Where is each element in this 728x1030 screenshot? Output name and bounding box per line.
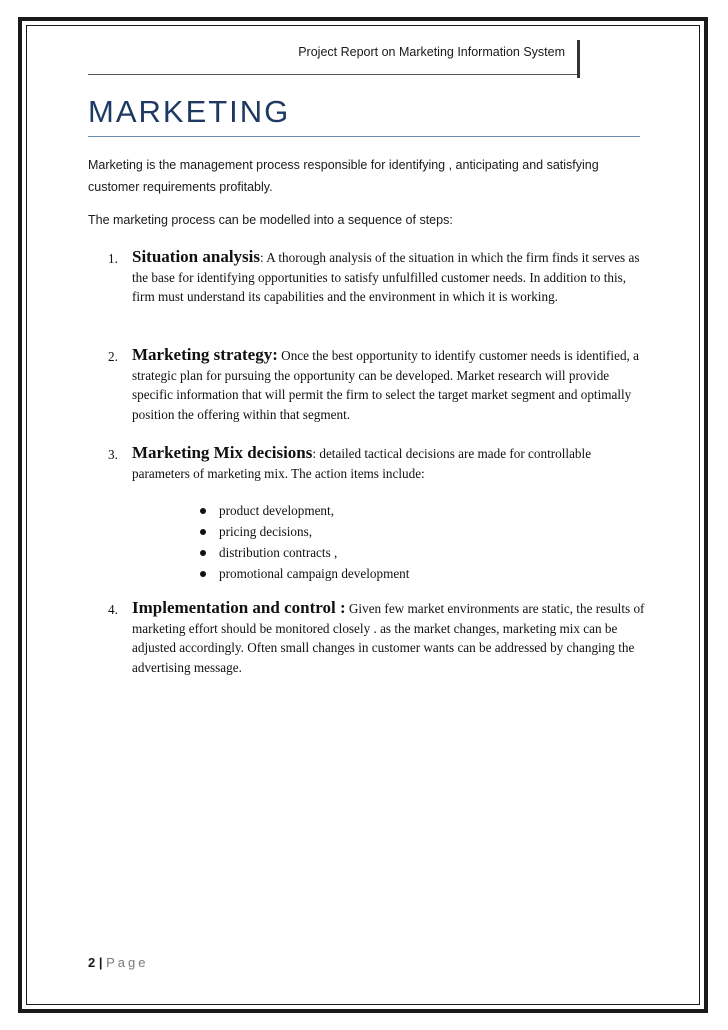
footer-separator: |: [95, 955, 107, 970]
step-separator: :: [260, 250, 267, 265]
list-item-text: promotional campaign development: [219, 566, 410, 581]
step-number: 3.: [108, 447, 118, 462]
page-footer: [88, 955, 148, 970]
step-title: Situation analysis: [132, 247, 261, 266]
step-number: 1.: [108, 251, 118, 266]
step-item: [108, 598, 648, 677]
step-title: Marketing Mix decisions: [132, 443, 313, 462]
section-title: MARKETING: [88, 94, 291, 129]
list-item: [200, 521, 550, 542]
step-number: 4.: [108, 602, 118, 617]
step-text: Given few market environments are static, the results of marketing effort should be monitored closely . as the market changes, marketing mix can be adjusted accordingly. Often small changes in customer wants can be addressed by changing the advertising message.: [132, 601, 645, 675]
step-body: [132, 247, 648, 307]
intro-paragraph: Marketing is the management process responsible for identifying , anticipating and satisfying customer requirements profitably.: [88, 158, 599, 194]
list-item: [200, 563, 550, 584]
header-divider: [88, 74, 580, 75]
step-item: [108, 443, 648, 483]
page-label: Page: [106, 955, 149, 970]
step-body: [132, 598, 648, 677]
bullet-icon: [200, 529, 206, 535]
lead-paragraph: The marketing process can be modelled into a sequence of steps:: [88, 213, 453, 227]
step-text: detailed tactical decisions are made for controllable parameters of marketing mix. The action items include:: [132, 446, 592, 481]
header-vertical-rule: [577, 40, 580, 78]
step-text: A thorough analysis of the situation in which the firm finds it serves as the base for identifying opportunities to satisfy unfulfilled customer needs. In addition to this, firm must understand its capabilities and the environment in which it is working.: [132, 250, 640, 304]
step-item: [108, 345, 648, 424]
step-separator: :: [312, 446, 320, 461]
title-underline: [88, 136, 640, 137]
step-title: Marketing strategy:: [132, 345, 278, 364]
list-item-text: distribution contracts ,: [219, 545, 338, 560]
step-number: 2.: [108, 349, 118, 364]
list-item: [200, 542, 550, 563]
step-title: Implementation and control :: [132, 598, 346, 617]
bullet-icon: [200, 571, 206, 577]
step-body: [132, 345, 648, 424]
step-body: [132, 443, 648, 483]
step-item: [108, 247, 648, 307]
bullet-list: [200, 500, 550, 584]
step-text: Once the best opportunity to identify customer needs is identified, a strategic plan for pursuing the opportunity can be developed. Market research will provide specific information that will permit the firm to select the target market segment and optimally position the offering within that segment.: [132, 348, 639, 422]
list-item-text: pricing decisions,: [219, 524, 313, 539]
bullet-icon: [200, 550, 206, 556]
running-header: Project Report on Marketing Information System: [298, 45, 565, 59]
bullet-icon: [200, 508, 206, 514]
list-item-text: product development,: [219, 503, 334, 518]
list-item: [200, 500, 550, 521]
page-number: 2: [88, 955, 96, 970]
